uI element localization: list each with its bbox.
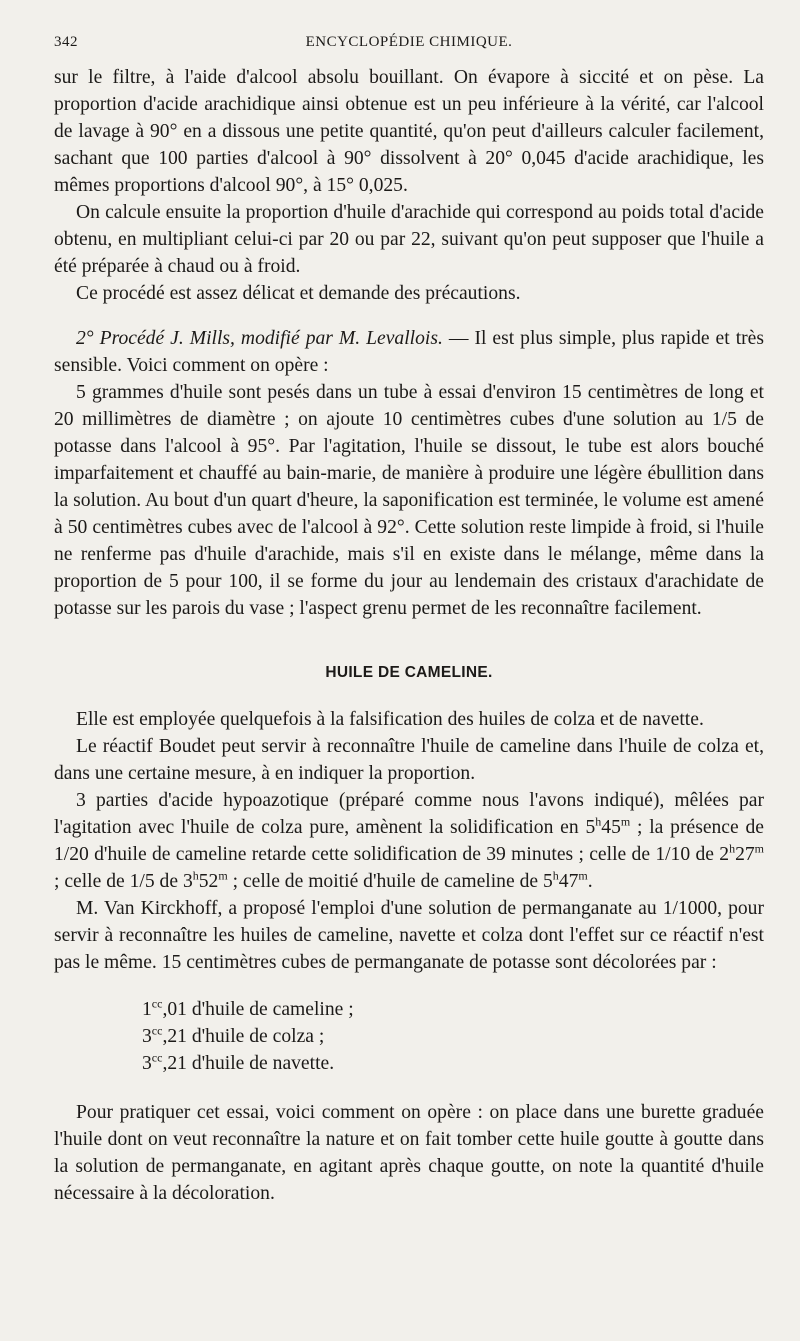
paragraph-calculation: On calcule ensuite la proportion d'huile d'arachide qui correspond au poids total d'acide obtenu, en multipliant celui-ci par 20 ou par 22, suivant qu'on peut supposer que l'huile a été préparée à chaud ou à froid. xyxy=(54,202,764,277)
paragraph-permanganate: M. Van Kirckhoff, a proposé l'emploi d'une solution de permanganate au 1/1000, pour servir à reconnaître les huiles de cameline, navette et colza dont l'effet sur ce réactif n'est pas le même. 15 centimètres cubes de permanganate de potasse sont décolorées par : xyxy=(54,898,764,973)
procedure-title: 2° Procédé J. Mills, modifié par M. Levallois. xyxy=(76,328,443,349)
results-list xyxy=(142,996,764,1077)
section-title: HUILE DE CAMELINE. xyxy=(325,664,493,681)
result-row: $3^{cc},21$ d'huile de colza ; xyxy=(142,1023,325,1047)
paragraph-solidification-times: 3 parties d'acide hypoazotique (préparé comme nous l'avons indiqué), mêlées par l'agitation avec l'huile de colza pure, amènent la solidification en 5$^h$45$^m$ ; la présence de 1/20 d'huile de cameline retarde cette solidification de 39 minutes ; celle de 1/10 de 2$^h$27$^m$ ; celle de 1/5 de 3$^h$52$^m$ ; celle de moitié d'huile de cameline de 5$^h$47$^m$. xyxy=(54,790,764,892)
paragraph-mills-procedure xyxy=(54,325,764,379)
result-row: $3^{cc},21$ d'huile de navette. xyxy=(142,1050,335,1074)
procedure-intro: — Il est plus simple, plus rapide et très sensible. Voici comment on opère : xyxy=(54,328,764,376)
running-title: ENCYCLOPÉDIE CHIMIQUE. xyxy=(305,34,513,50)
paragraph-falsification: Elle est employée quelquefois à la falsification des huiles de colza et de navette. xyxy=(76,709,704,730)
paragraph-boudet-reagent: Le réactif Boudet peut servir à reconnaître l'huile de cameline dans l'huile de colza et, dans une certaine mesure, à en indiquer la proportion. xyxy=(54,736,764,784)
result-row: $1^{cc},01$ d'huile de cameline ; xyxy=(142,996,354,1020)
paragraph-procedure-steps: 5 grammes d'huile sont pesés dans un tube à essai d'environ 15 centimètres de long et 20 millimètres de diamètre ; on ajoute 10 centimètres cubes d'une solution au 1/5 de potasse dans l'alcool à 95°. Par l'agitation, l'huile se dissout, le tube est alors bouché imparfaitement et chauffé au bain-marie, de manière à produire une légère ébullition dans la solution. Au bout d'un quart d'heure, la saponification est terminée, le volume est amené à 50 centimètres cubes avec de l'alcool à 92°. Cette solution reste limpide à froid, si l'huile ne renferme pas d'huile d'arachide, mais s'il en existe dans le mélange, même dans la proportion de 5 pour 100, il se forme du jour au lendemain des cristaux d'arachidate de potasse sur les parois du vase ; l'aspect grenu permet de les reconnaître facilement. xyxy=(54,382,764,619)
page-header xyxy=(54,34,764,64)
page-number: 342 xyxy=(54,34,78,50)
paragraph-filter-continuation: sur le filtre, à l'aide d'alcool absolu bouillant. On évapore à siccité et on pèse. La proportion d'acide arachidique ainsi obtenue est un peu inférieure à la vérité, car l'alcool de lavage à 90° en a dissous une petite quantité, qu'on peut d'ailleurs calculer facilement, sachant que 100 parties d'alcool à 90° dissolvent à 20° 0,045 d'acide arachidique, les mêmes proportions d'alcool 90°, à 15° 0,025. xyxy=(54,67,764,196)
paragraph-delicate: Ce procédé est assez délicat et demande des précautions. xyxy=(76,283,521,304)
paragraph-test-method: Pour pratiquer cet essai, voici comment on opère : on place dans une burette graduée l'huile dont on veut reconnaître la nature et on fait tomber cette huile goutte à goutte dans la solution de permanganate, en agitant après chaque goutte, on note la quantité d'huile nécessaire à la décoloration. xyxy=(54,1102,764,1204)
